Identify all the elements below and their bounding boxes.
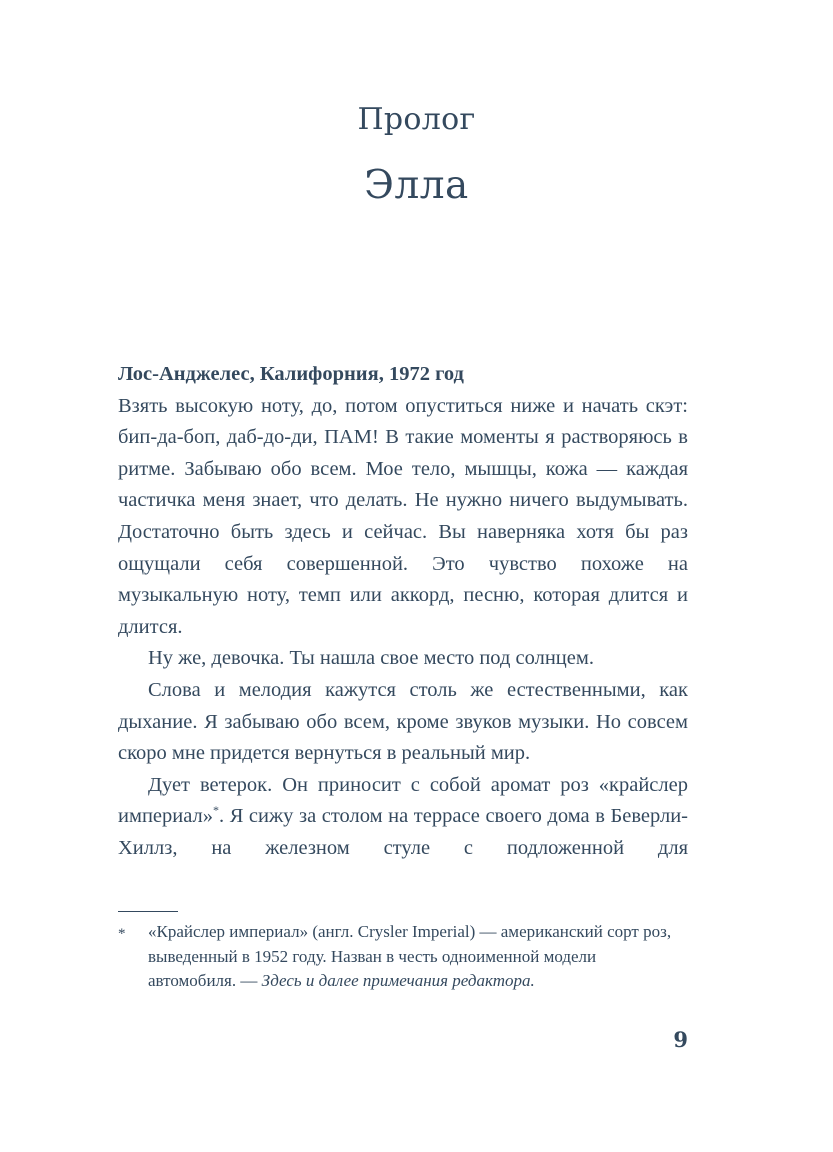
chapter-title: Элла [364, 163, 469, 208]
paragraph-1: Взять высокую ноту, до, потом опуститься ниже и начать скэт: бип-да-боп, даб-до-ди, ПАМ! В такие моменты я растворяюсь в ритме. Забываю обо всем. Мое тело, мышцы, кожа — каждая частичка меня знает, что делать. Не нужно ничего выдумывать. Достаточно быть здесь и сейчас. Вы наверняка хотя бы раз ощущали себя совершенной. Это чувство похоже на музыкальную ноту, темп или аккорд, песню, которая длится и длится. [118, 394, 688, 638]
footnote-editor-note: Здесь и далее примечания редактора. [261, 971, 535, 990]
paragraph-3: Слова и мелодия кажутся столь же естественными, как дыхание. Я забываю обо всем, кроме звуков музыки. Но совсем скоро мне придется вернуться в реальный мир. [118, 678, 688, 765]
paragraph-4 [118, 770, 688, 865]
footnote [118, 920, 688, 994]
paragraph-4-end: . Я сижу за столом на террасе своего дома в Беверли-Хиллз, на железном стуле с подложенной для [118, 805, 688, 859]
location-heading: Лос-Анджелес, Калифорния, 1972 год [118, 363, 464, 385]
paragraph-2: Ну же, девочка. Ты нашла свое место под солнцем. [148, 647, 594, 670]
footnote-marker: * [118, 926, 126, 942]
footnote-reference: * [213, 803, 219, 818]
footnote-text: «Крайслер империал» (англ. Crysler Imperial) — американский сорт роз, выведенный в 1952 году. Назван в честь одноименной модели автомобиля. — [148, 922, 672, 990]
paragraph-4-start: Дует ветерок. Он приносит с собой аромат роз «крайслер империал» [118, 773, 688, 828]
footnote-body [148, 920, 688, 994]
body-text [118, 359, 688, 865]
footnote-divider [118, 911, 178, 912]
page-number: 9 [673, 1027, 688, 1052]
chapter-label: Пролог [357, 102, 476, 137]
